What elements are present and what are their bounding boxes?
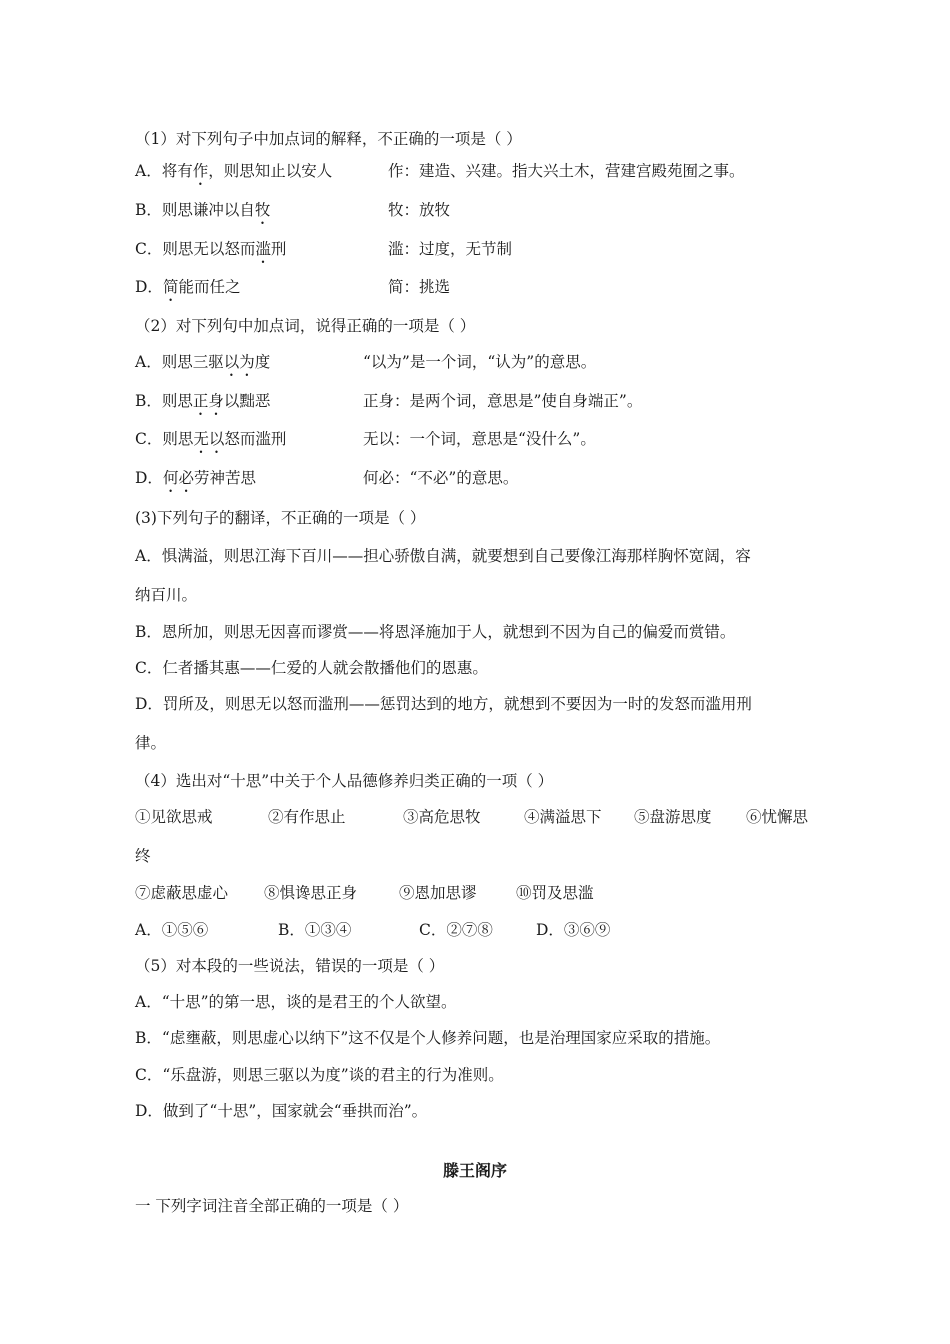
list-item: ⑩罚及思滥 <box>516 884 594 902</box>
q3-stem: (3)下列句子的翻译，不正确的一项是（ ） <box>135 509 426 527</box>
q5-option-b: B．“虑壅蔽，则思虚心以纳下”这不仅是个人修养问题，也是治理国家应采取的措施。 <box>135 1029 721 1047</box>
option-label: D． <box>135 469 163 487</box>
q2-option-a <box>135 351 597 380</box>
gloss-text: 作：建造、兴建。指大兴土木，营建宫殿苑囿之事。 <box>388 162 745 180</box>
dotted-word: 何必 <box>162 469 194 487</box>
q3-option-d-line1: D．罚所及，则思无以怒而滥刑——惩罚达到的地方，就想到不要因为一时的发怒而滥用刑 <box>135 695 752 713</box>
q1-option-a <box>135 160 745 189</box>
q3-option-d-line2: 律。 <box>135 734 167 752</box>
sentence-text: 劳神苦思 <box>193 469 256 487</box>
sentence-text: 则思 <box>162 430 194 448</box>
list-item: ①见欲思戒 <box>135 808 213 826</box>
q3-option-c: C．仁者播其惠——仁爱的人就会散播他们的恩惠。 <box>135 659 488 677</box>
dotted-word: 以为 <box>223 353 255 371</box>
q2-option-d <box>135 467 519 496</box>
sentence-text: 度 <box>254 353 271 371</box>
dotted-word: 简 <box>162 278 179 296</box>
sentence-text: 怒而滥刑 <box>224 430 287 448</box>
option-d: D．③⑥⑨ <box>536 921 611 939</box>
q1-option-b <box>135 199 451 228</box>
sentence-text: 刑 <box>270 240 287 258</box>
sentence-text: 则思无以怒而 <box>162 240 256 258</box>
q5-option-c: C．“乐盘游，则思三驱以为度”谈的君主的行为准则。 <box>135 1066 504 1084</box>
section-title: 滕王阁序 <box>442 1161 507 1180</box>
list-item: ③高危思牧 <box>403 808 481 826</box>
dotted-word: 无以 <box>193 430 225 448</box>
list-item: ④满溢思下 <box>524 808 602 826</box>
list-item: ⑥忧懈思 <box>746 808 809 826</box>
q5-stem: （5）对本段的一些说法，错误的一项是（ ） <box>135 957 445 975</box>
option-label: D． <box>135 278 163 296</box>
list-item: ⑦虑蔽思虚心 <box>135 884 229 902</box>
sentence-text: 则思三驱 <box>161 353 224 371</box>
gloss-text: 何必：“不必”的意思。 <box>363 469 519 487</box>
q5-option-a: A．“十思”的第一思，谈的是君王的个人欲望。 <box>135 993 457 1011</box>
option-b: B．①③④ <box>278 921 352 939</box>
option-label: A． <box>135 353 162 371</box>
gloss-text: 滥：过度，无节制 <box>388 240 513 258</box>
q2-stem: （2）对下列句中加点词，说得正确的一项是（ ） <box>135 317 476 335</box>
option-label: C． <box>135 240 163 258</box>
q2-option-b <box>135 390 643 419</box>
q5-option-d: D．做到了“十思”，国家就会“垂拱而治”。 <box>135 1102 428 1120</box>
dotted-word: 作 <box>192 162 209 180</box>
option-label: A． <box>135 162 162 180</box>
list-item: ②有作思止 <box>268 808 346 826</box>
section-question-1: 一 下列字词注音全部正确的一项是（ ） <box>135 1197 409 1215</box>
q3-option-b: B．恩所加，则思无因喜而谬赏——将恩泽施加于人，就想到不因为自己的偏爱而赏错。 <box>135 623 736 641</box>
q3-option-a-line2: 纳百川。 <box>135 586 198 604</box>
dotted-word: 滥 <box>255 240 271 258</box>
list-item: ⑧惧谗思正身 <box>264 884 358 902</box>
q3-option-a-line1: A．惧满溢，则思江海下百川——担心骄傲自满，就要想到自己要像江海那样胸怀宽阔，容 <box>135 547 751 565</box>
list-item: ⑤盘游思度 <box>634 808 712 826</box>
list-item: ⑨恩加思谬 <box>399 884 477 902</box>
q2-option-c <box>135 428 596 457</box>
gloss-text: 无以：一个词，意思是“没什么”。 <box>363 430 596 448</box>
option-label: C． <box>135 430 163 448</box>
sentence-text: 能而任之 <box>178 278 241 296</box>
dotted-word: 正身 <box>192 392 224 410</box>
sentence-text: 以黜恶 <box>223 392 271 410</box>
sentence-text: 则思谦冲以自 <box>161 201 255 219</box>
sentence-text: 将有 <box>161 162 193 180</box>
q1-stem: （1）对下列句子中加点词的解释，不正确的一项是（ ） <box>135 130 522 148</box>
q1-option-d <box>135 276 451 305</box>
option-label: B． <box>135 392 162 410</box>
gloss-text: 正身：是两个词，意思是”使自身端正”。 <box>363 392 643 410</box>
option-label: B． <box>135 201 162 219</box>
q1-option-c <box>135 238 513 267</box>
option-c: C．②⑦⑧ <box>419 921 493 939</box>
gloss-text: “以为”是一个词，“认为”的意思。 <box>363 353 597 371</box>
gloss-text: 简：挑选 <box>388 278 451 296</box>
sentence-text: 则思 <box>161 392 193 410</box>
option-a: A．①⑤⑥ <box>135 921 209 939</box>
sentence-text: ，则思知止以安人 <box>208 162 333 180</box>
q4-stem: （4）选出对“十思”中关于个人品德修养归类正确的一项（ ） <box>135 772 554 790</box>
dotted-word: 牧 <box>254 201 271 219</box>
q4-items-row1-wrap: 终 <box>135 847 151 865</box>
gloss-text: 牧：放牧 <box>388 201 451 219</box>
